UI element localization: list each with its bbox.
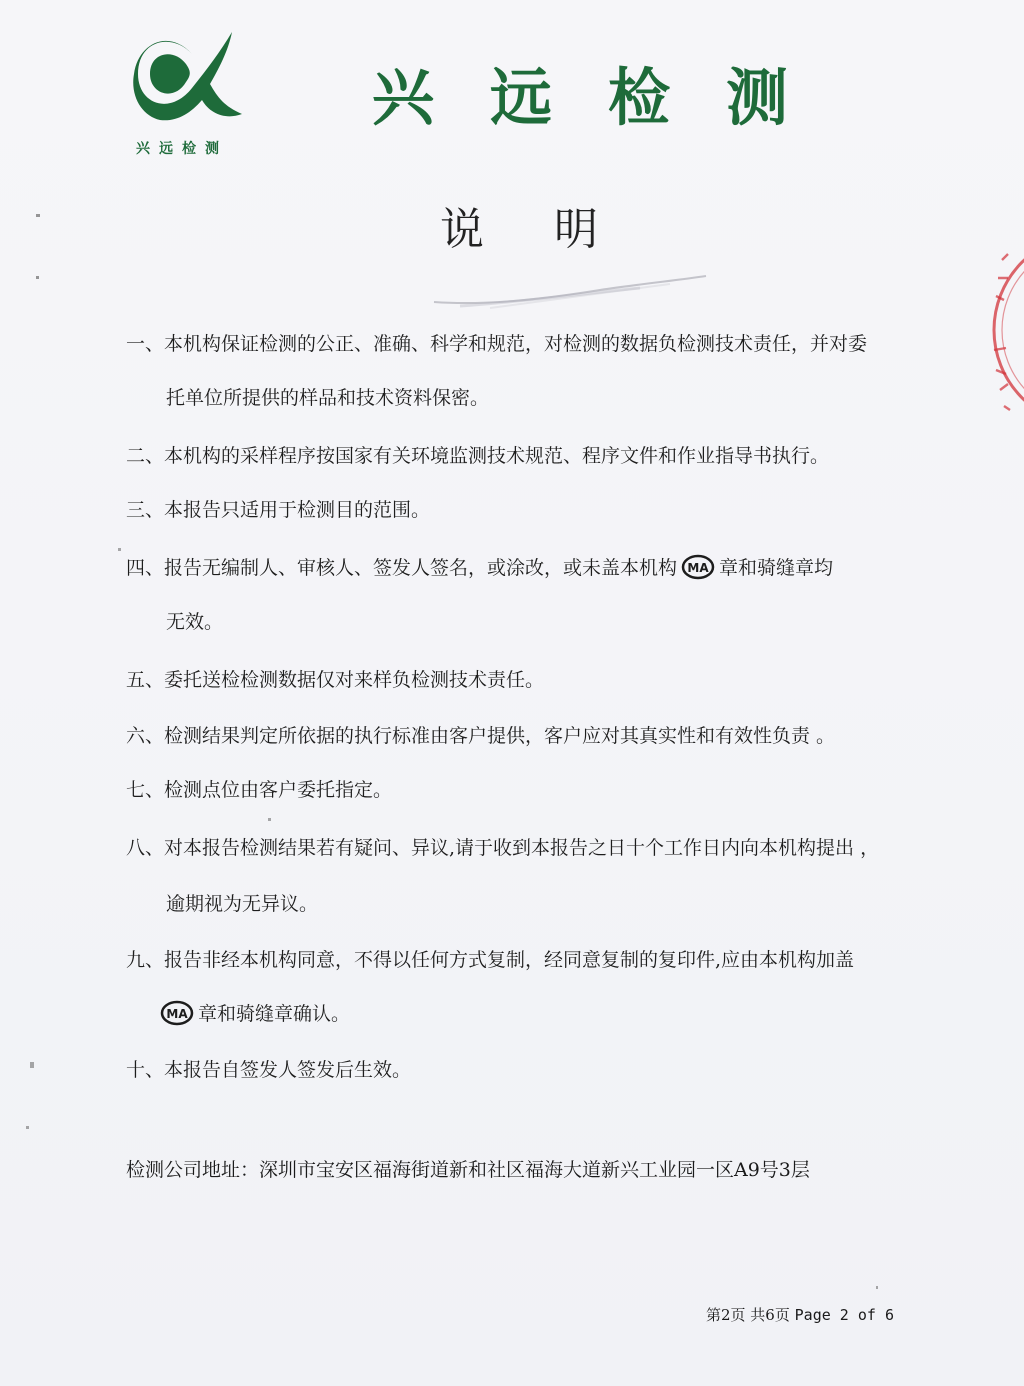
cma-seal-icon (681, 554, 715, 580)
company-address: 检测公司地址：深圳市宝安区福海街道新和社区福海大道新兴工业园一区A9号3层 (126, 1159, 810, 1181)
item-8-line-1: 八、对本报告检测结果若有疑问、异议,请于收到本报告之日十个工作日内向本机构提出 ， (126, 837, 880, 859)
pen-smudge-mark (430, 272, 710, 312)
item-1-line-2: 托单位所提供的样品和技术资料保密。 (166, 387, 490, 409)
document-title: 说明 (440, 204, 668, 255)
item-7-line-1: 七、检测点位由客户委托指定。 (126, 779, 393, 801)
company-logo-icon (132, 30, 244, 126)
page-number-en: Page 2 of 6 (794, 1306, 894, 1324)
item-2-line-1: 二、本机构的采样程序按国家有关环境监测技术规范、程序文件和作业指导书执行。 (126, 445, 830, 467)
brand-title: 兴远检测 (372, 61, 845, 134)
red-stamp-fragment (980, 230, 1024, 430)
item-4-line-1: 四、报告无编制人、审核人、签发人签名，或涂改，或未盖本机构 MA 章和骑缝章均 (126, 554, 833, 582)
cma-seal-icon (160, 1000, 194, 1026)
svg-text:MA: MA (687, 561, 709, 575)
item-8-line-2: 逾期视为无异议。 (166, 893, 319, 915)
item-9-line-1: 九、报告非经本机构同意，不得以任何方式复制，经同意复制的复印件,应由本机构加盖 (126, 949, 855, 971)
item-6-line-1: 六、检测结果判定所依据的执行标准由客户提供，客户应对其真实性和有效性负责 。 (126, 725, 836, 747)
logo-caption: 兴远检测 (136, 141, 228, 157)
item-4-line-2: 无效。 (166, 611, 224, 633)
item-3-line-1: 三、本报告只适用于检测目的范围。 (126, 499, 431, 521)
item-1-line-1: 一、本机构保证检测的公正、准确、科学和规范，对检测的数据负检测技术责任，并对委 (126, 333, 868, 355)
page-footer (706, 1304, 894, 1326)
item-5-line-1: 五、委托送检检测数据仅对来样负检测技术责任。 (126, 669, 545, 691)
item-10-line-1: 十、本报告自签发人签发后生效。 (126, 1059, 412, 1081)
item-9-line-2: MA 章和骑缝章确认。 (160, 1000, 350, 1028)
svg-text:MA: MA (166, 1007, 188, 1021)
page-number-cn: 第2页 共6页 (706, 1306, 790, 1324)
